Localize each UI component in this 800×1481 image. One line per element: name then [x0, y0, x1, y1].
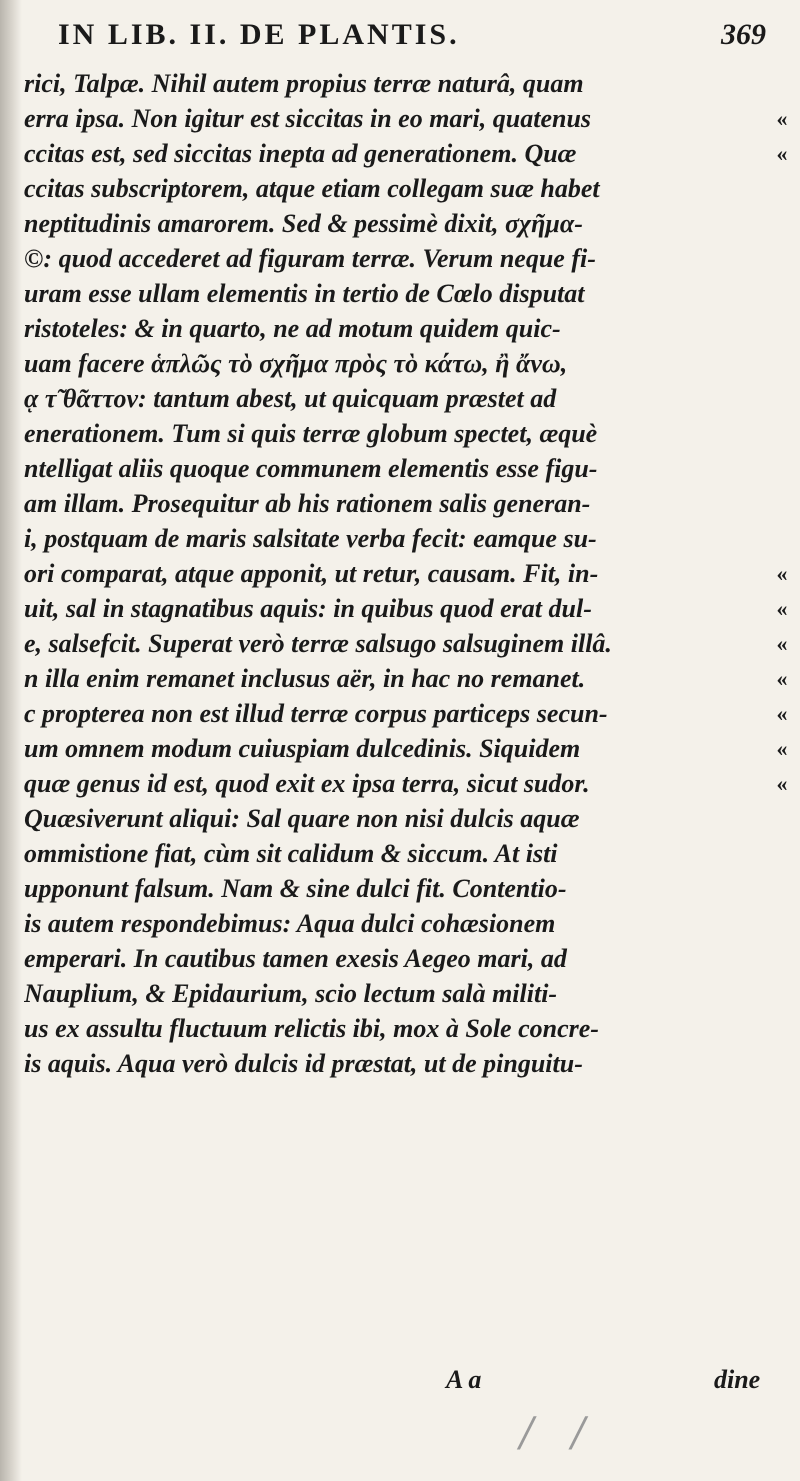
quotation-mark: «: [776, 106, 788, 131]
text-line: [24, 346, 794, 381]
text-line: [24, 556, 794, 591]
catchword: dine: [714, 1365, 761, 1394]
text-line: [24, 976, 794, 1011]
quotation-mark: «: [776, 771, 788, 796]
quotation-mark: «: [776, 666, 788, 691]
line-text: um omnem modum cuiuspiam dulcedinis. Siquidem: [24, 734, 581, 763]
line-text: ntelligat aliis quoque communem elementis esse figu-: [24, 454, 598, 483]
text-line: [24, 1046, 794, 1081]
line-text: uam facere ἁπλῶς τὸ σχῆμα πρὸς τὸ κάτω, ἢ ἄνω,: [24, 349, 568, 378]
line-text: ccitas est, sed siccitas inepta ad generationem. Quæ: [24, 139, 577, 168]
text-line: [24, 836, 794, 871]
text-line: [24, 871, 794, 906]
line-text: Quæsiverunt aliqui: Sal quare non nisi dulcis aquæ: [24, 804, 580, 833]
text-line: [24, 906, 794, 941]
line-text: ori comparat, atque apponit, ut retur, causam. Fit, in-: [24, 559, 599, 588]
text-line: [24, 381, 794, 416]
quotation-mark: «: [776, 561, 788, 586]
line-text: is aquis. Aqua verò dulcis id præstat, ut de pinguitu-: [24, 1049, 583, 1078]
line-text: n illa enim remanet inclusus aër, in hac no remanet.: [24, 664, 586, 693]
line-text: quæ genus id est, quod exit ex ipsa terra, sicut sudor.: [24, 769, 590, 798]
text-line: [24, 661, 794, 696]
text-line: [24, 311, 794, 346]
text-line: [24, 801, 794, 836]
line-text: ᾳ τ̃ θᾶττον: tantum abest, ut quicquam præstet ad: [24, 384, 557, 413]
line-text: erra ipsa. Non igitur est siccitas in eo mari, quatenus: [24, 104, 592, 133]
line-text: ccitas subscriptorem, atque etiam collegam suæ habet: [24, 174, 600, 203]
text-line: [24, 101, 794, 136]
text-line: [24, 241, 794, 276]
line-text: neptitudinis amarorem. Sed & pessimè dixit, σχῆμα-: [24, 209, 583, 238]
binding-gutter: [0, 0, 22, 1481]
text-line: [24, 66, 794, 101]
line-text: us ex assultu fluctuum relictis ibi, mox à Sole concre-: [24, 1014, 599, 1043]
line-text: am illam. Prosequitur ab his rationem salis generan-: [24, 489, 591, 518]
text-line: [24, 451, 794, 486]
text-line: [24, 486, 794, 521]
quotation-mark: «: [776, 141, 788, 166]
line-text: ristoteles: & in quarto, ne ad motum quidem quic-: [24, 314, 561, 343]
text-line: [24, 626, 794, 661]
page-footer: [24, 1365, 794, 1400]
running-head: IN LIB. II. DE PLANTIS.: [58, 18, 460, 51]
line-text: ommistione fiat, cùm sit calidum & siccum. At isti: [24, 839, 558, 868]
quotation-mark: «: [776, 631, 788, 656]
line-text: ©: quod accederet ad figuram terræ. Verum neque fi-: [24, 244, 596, 273]
pencil-marks: / /: [520, 1410, 586, 1456]
line-text: is autem respondebimus: Aqua dulci cohæsionem: [24, 909, 556, 938]
quotation-mark: «: [776, 736, 788, 761]
quotation-mark: «: [776, 596, 788, 621]
body-text: [24, 66, 794, 1081]
text-line: [24, 766, 794, 801]
text-line: [24, 696, 794, 731]
text-line: [24, 941, 794, 976]
text-line: [24, 521, 794, 556]
text-line: [24, 276, 794, 311]
line-text: uram esse ullam elementis in tertio de Cœlo disputat: [24, 279, 585, 308]
line-text: emperari. In cautibus tamen exesis Aegeo mari, ad: [24, 944, 567, 973]
line-text: rici, Talpæ. Nihil autem propius terræ naturâ, quam: [24, 69, 584, 98]
text-line: [24, 416, 794, 451]
line-text: c propterea non est illud terræ corpus particeps secun-: [24, 699, 608, 728]
signature-mark: A a: [446, 1365, 482, 1394]
line-text: enerationem. Tum si quis terræ globum spectet, æquè: [24, 419, 598, 448]
line-text: upponunt falsum. Nam & sine dulci fit. Contentio-: [24, 874, 567, 903]
page-header: [50, 14, 790, 54]
page-number: 369: [721, 18, 766, 51]
text-line: [24, 171, 794, 206]
text-line: [24, 136, 794, 171]
text-line: [24, 206, 794, 241]
quotation-mark: «: [776, 701, 788, 726]
line-text: uit, sal in stagnatibus aquis: in quibus quod erat dul-: [24, 594, 592, 623]
line-text: Nauplium, & Epidaurium, scio lectum salà militi-: [24, 979, 558, 1008]
line-text: e, salsefcit. Superat verò terræ salsugo salsuginem illâ.: [24, 629, 612, 658]
text-line: [24, 731, 794, 766]
line-text: i, postquam de maris salsitate verba fecit: eamque su-: [24, 524, 597, 553]
text-line: [24, 1011, 794, 1046]
text-line: [24, 591, 794, 626]
